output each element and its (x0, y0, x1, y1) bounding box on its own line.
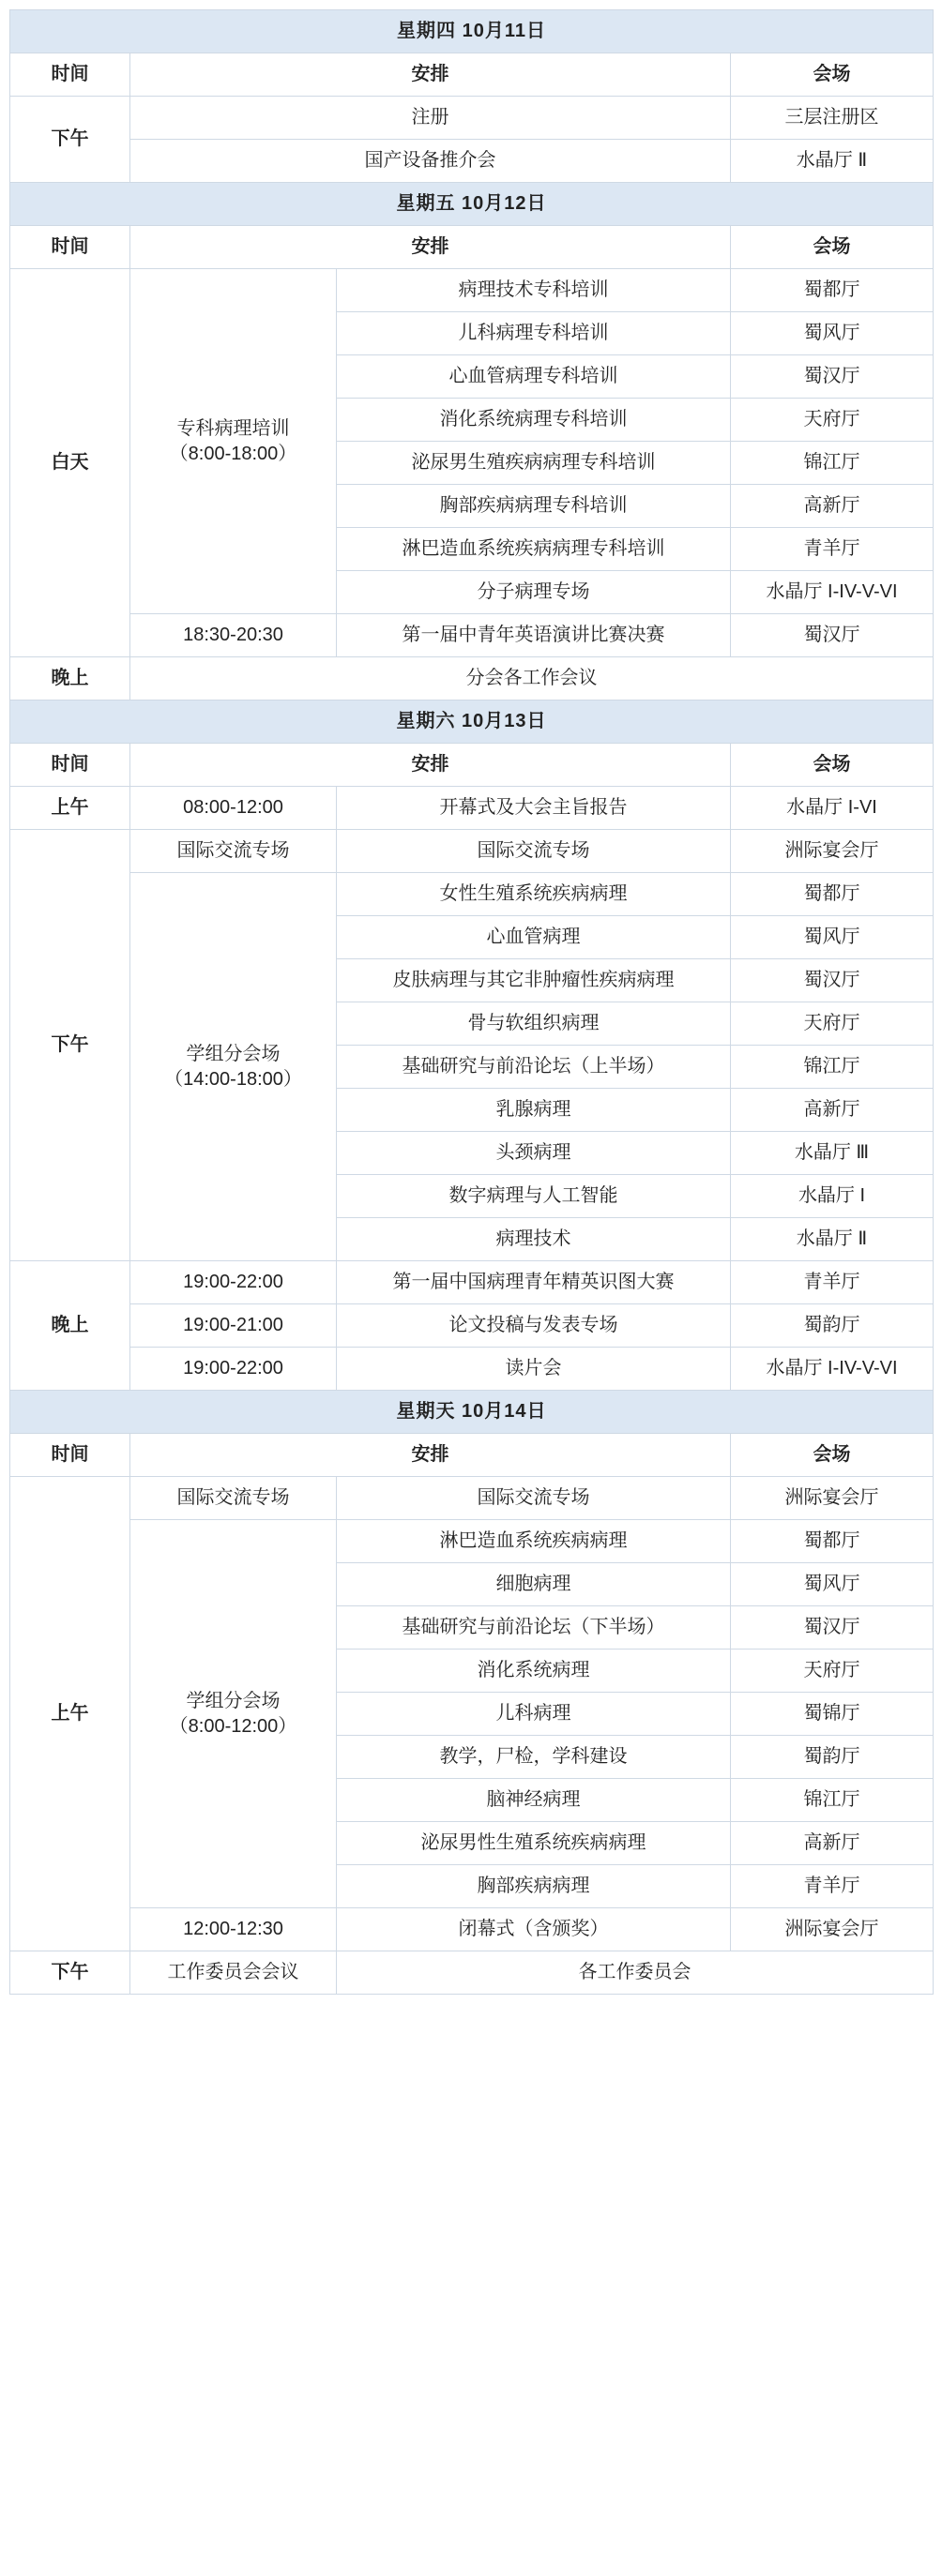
period-cell: 晚上 (10, 657, 130, 700)
column-header-row (10, 1434, 934, 1477)
venue-cell: 水晶厅 Ⅱ (731, 1218, 934, 1261)
header-time: 时间 (10, 53, 130, 97)
session-cell: 细胞病理 (337, 1563, 731, 1606)
session-cell: 淋巴造血系统疾病病理专科培训 (337, 528, 731, 571)
session-cell: 注册 (130, 97, 731, 140)
session-cell: 头颈病理 (337, 1132, 731, 1175)
column-header-row (10, 53, 934, 97)
period-cell: 晚上 (10, 1261, 130, 1391)
venue-cell: 青羊厅 (731, 528, 934, 571)
session-cell: 病理技术 (337, 1218, 731, 1261)
venue-cell: 蜀风厅 (731, 312, 934, 355)
venue-cell: 蜀都厅 (731, 873, 934, 916)
venue-cell: 蜀汉厅 (731, 614, 934, 657)
session-cell: 论文投稿与发表专场 (337, 1304, 731, 1348)
table-row (10, 269, 934, 312)
session-group-cell: 学组分会场 （8:00-12:00） (130, 1520, 337, 1908)
venue-cell: 洲际宴会厅 (731, 830, 934, 873)
venue-cell: 水晶厅 I-IV-V-VI (731, 1348, 934, 1391)
session-group-cell: 国际交流专场 (130, 830, 337, 873)
venue-cell: 蜀韵厅 (731, 1736, 934, 1779)
period-cell: 下午 (10, 1951, 130, 1995)
session-cell: 分会各工作会议 (130, 657, 934, 700)
day-banner: 星期六 10月13日 (10, 700, 934, 744)
venue-cell: 洲际宴会厅 (731, 1477, 934, 1520)
venue-cell: 锦江厅 (731, 1046, 934, 1089)
table-row (10, 97, 934, 140)
time-range-cell: 18:30-20:30 (130, 614, 337, 657)
time-range-cell: 08:00-12:00 (130, 787, 337, 830)
table-row (10, 1261, 934, 1304)
session-cell: 国际交流专场 (337, 1477, 731, 1520)
day-banner: 星期五 10月12日 (10, 183, 934, 226)
period-cell: 下午 (10, 830, 130, 1261)
session-cell: 第一届中青年英语演讲比赛决赛 (337, 614, 731, 657)
session-cell: 国产设备推介会 (130, 140, 731, 183)
session-cell: 基础研究与前沿论坛（上半场） (337, 1046, 731, 1089)
session-cell: 基础研究与前沿论坛（下半场） (337, 1606, 731, 1650)
column-header-row (10, 744, 934, 787)
table-row (10, 1304, 934, 1348)
header-schedule: 安排 (130, 1434, 731, 1477)
session-cell: 闭幕式（含颁奖） (337, 1908, 731, 1951)
session-cell: 胸部疾病病理专科培训 (337, 485, 731, 528)
session-cell: 教学，尸检，学科建设 (337, 1736, 731, 1779)
venue-cell: 蜀汉厅 (731, 959, 934, 1002)
table-row (10, 614, 934, 657)
session-cell: 心血管病理 (337, 916, 731, 959)
session-group-cell: 国际交流专场 (130, 1477, 337, 1520)
venue-cell: 天府厅 (731, 399, 934, 442)
session-cell: 第一届中国病理青年精英识图大赛 (337, 1261, 731, 1304)
venue-cell: 三层注册区 (731, 97, 934, 140)
venue-cell: 天府厅 (731, 1002, 934, 1046)
session-cell: 脑神经病理 (337, 1779, 731, 1822)
day-banner-row (10, 183, 934, 226)
column-header-row (10, 226, 934, 269)
venue-cell: 洲际宴会厅 (731, 1908, 934, 1951)
venue-cell: 水晶厅 I-VI (731, 787, 934, 830)
table-row (10, 140, 934, 183)
session-cell: 分子病理专场 (337, 571, 731, 614)
time-range-cell: 19:00-22:00 (130, 1348, 337, 1391)
header-schedule: 安排 (130, 226, 731, 269)
venue-cell: 水晶厅 Ⅲ (731, 1132, 934, 1175)
session-cell: 胸部疾病病理 (337, 1865, 731, 1908)
day-banner: 星期天 10月14日 (10, 1391, 934, 1434)
session-cell: 开幕式及大会主旨报告 (337, 787, 731, 830)
header-venue: 会场 (731, 744, 934, 787)
header-venue: 会场 (731, 53, 934, 97)
session-group-cell: 学组分会场 （14:00-18:00） (130, 873, 337, 1261)
table-row (10, 830, 934, 873)
table-row (10, 1908, 934, 1951)
session-group-cell: 专科病理培训 （8:00-18:00） (130, 269, 337, 614)
venue-cell: 高新厅 (731, 485, 934, 528)
session-cell: 心血管病理专科培训 (337, 355, 731, 399)
table-row (10, 1951, 934, 1995)
day-banner-row (10, 700, 934, 744)
venue-cell: 蜀锦厅 (731, 1693, 934, 1736)
header-schedule: 安排 (130, 53, 731, 97)
venue-cell: 锦江厅 (731, 442, 934, 485)
venue-cell: 高新厅 (731, 1822, 934, 1865)
header-time: 时间 (10, 226, 130, 269)
table-row (10, 1520, 934, 1563)
session-cell: 病理技术专科培训 (337, 269, 731, 312)
venue-cell: 水晶厅 I (731, 1175, 934, 1218)
session-cell: 女性生殖系统疾病病理 (337, 873, 731, 916)
header-schedule: 安排 (130, 744, 731, 787)
session-cell: 儿科病理 (337, 1693, 731, 1736)
venue-cell: 蜀风厅 (731, 1563, 934, 1606)
day-banner-row (10, 1391, 934, 1434)
time-range-cell: 19:00-22:00 (130, 1261, 337, 1304)
session-cell: 乳腺病理 (337, 1089, 731, 1132)
venue-cell: 锦江厅 (731, 1779, 934, 1822)
venue-cell: 水晶厅 Ⅱ (731, 140, 934, 183)
time-range-cell: 19:00-21:00 (130, 1304, 337, 1348)
session-group-cell: 工作委员会会议 (130, 1951, 337, 1995)
day-banner: 星期四 10月11日 (10, 10, 934, 53)
table-row (10, 1348, 934, 1391)
period-cell: 上午 (10, 1477, 130, 1951)
session-cell: 读片会 (337, 1348, 731, 1391)
venue-cell: 蜀风厅 (731, 916, 934, 959)
session-cell: 泌尿男生殖疾病病理专科培训 (337, 442, 731, 485)
period-cell: 白天 (10, 269, 130, 657)
table-row (10, 787, 934, 830)
venue-cell: 高新厅 (731, 1089, 934, 1132)
period-cell: 下午 (10, 97, 130, 183)
header-time: 时间 (10, 744, 130, 787)
header-time: 时间 (10, 1434, 130, 1477)
table-row (10, 657, 934, 700)
session-cell: 消化系统病理 (337, 1650, 731, 1693)
venue-cell: 青羊厅 (731, 1865, 934, 1908)
session-cell: 国际交流专场 (337, 830, 731, 873)
venue-cell: 蜀韵厅 (731, 1304, 934, 1348)
day-banner-row (10, 10, 934, 53)
session-cell: 骨与软组织病理 (337, 1002, 731, 1046)
table-row (10, 873, 934, 916)
session-cell: 皮肤病理与其它非肿瘤性疾病病理 (337, 959, 731, 1002)
session-cell: 儿科病理专科培训 (337, 312, 731, 355)
venue-cell: 天府厅 (731, 1650, 934, 1693)
conference-agenda-table (9, 9, 934, 1995)
session-cell: 数字病理与人工智能 (337, 1175, 731, 1218)
time-range-cell: 12:00-12:30 (130, 1908, 337, 1951)
venue-cell: 蜀都厅 (731, 1520, 934, 1563)
session-cell: 泌尿男性生殖系统疾病病理 (337, 1822, 731, 1865)
period-cell: 上午 (10, 787, 130, 830)
header-venue: 会场 (731, 226, 934, 269)
venue-cell: 蜀汉厅 (731, 355, 934, 399)
header-venue: 会场 (731, 1434, 934, 1477)
venue-cell: 青羊厅 (731, 1261, 934, 1304)
table-row (10, 1477, 934, 1520)
venue-cell: 水晶厅 I-IV-V-VI (731, 571, 934, 614)
session-cell: 淋巴造血系统疾病病理 (337, 1520, 731, 1563)
venue-cell: 蜀都厅 (731, 269, 934, 312)
session-cell: 消化系统病理专科培训 (337, 399, 731, 442)
session-cell: 各工作委员会 (337, 1951, 934, 1995)
venue-cell: 蜀汉厅 (731, 1606, 934, 1650)
